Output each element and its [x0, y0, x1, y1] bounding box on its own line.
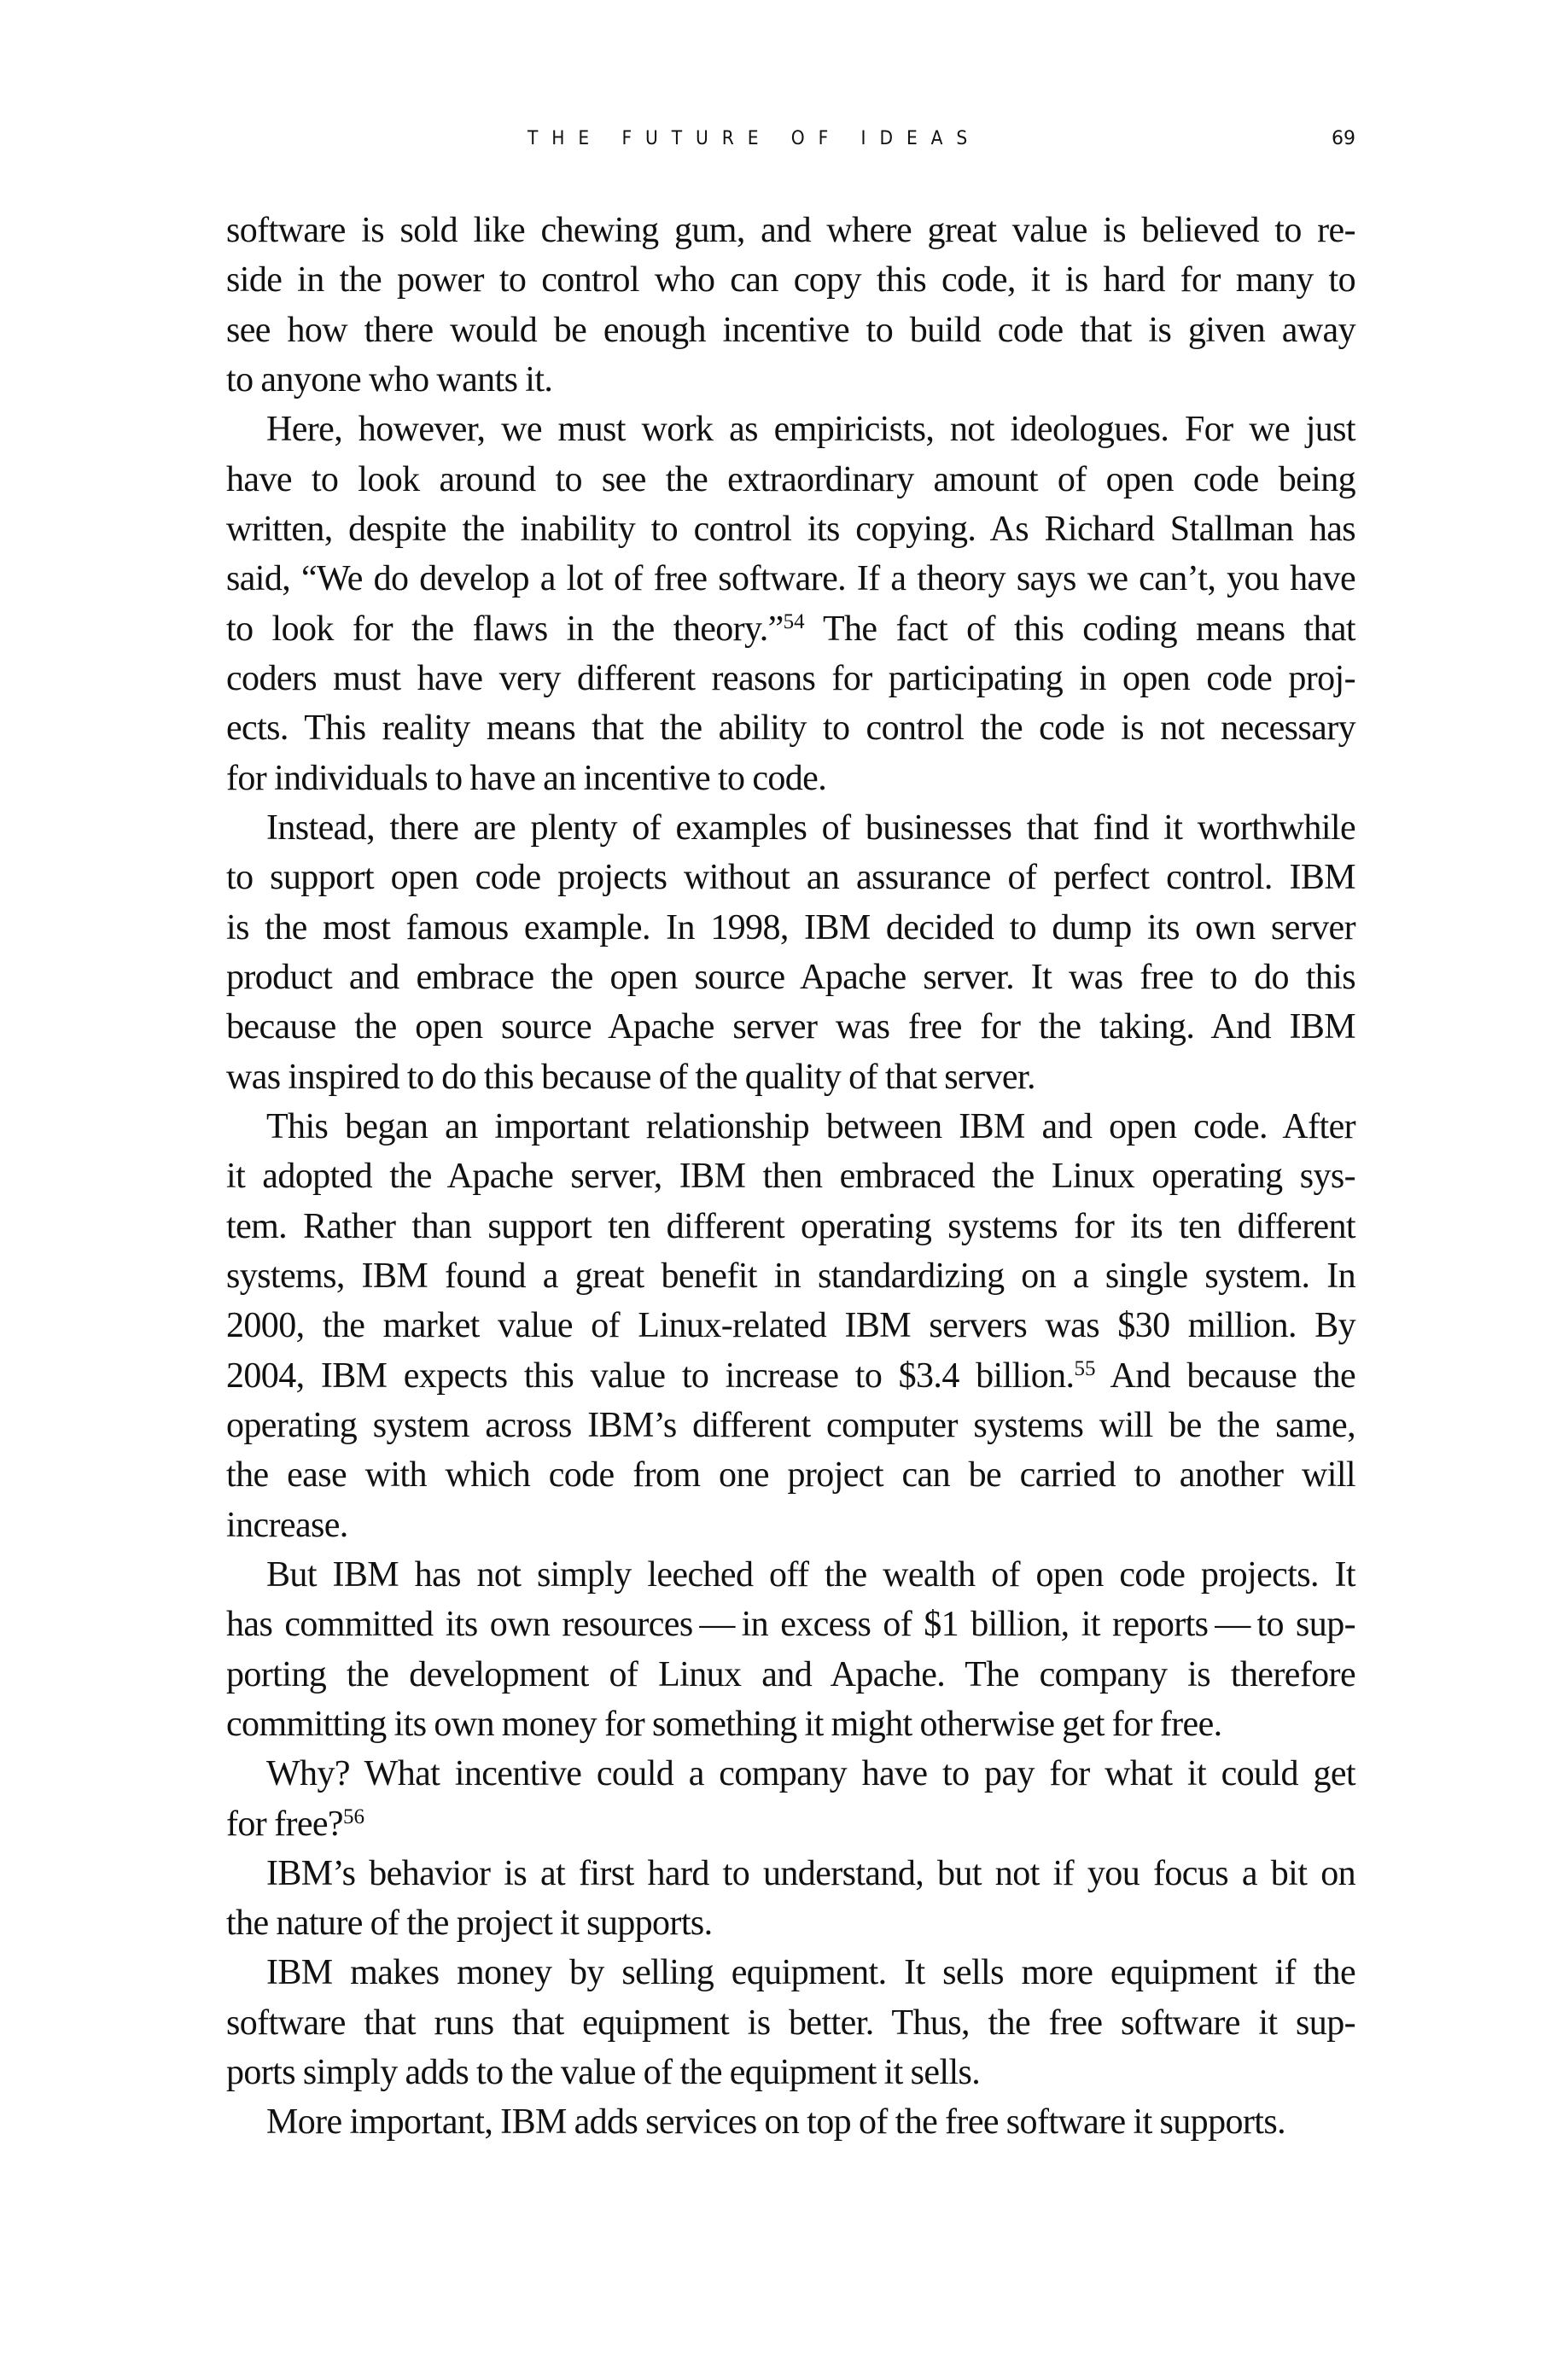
line-text: to anyone who wants it.: [226, 359, 553, 399]
line-text: IBM makes money by selling equipment. It sells more equipment if the: [266, 1953, 1355, 1993]
paragraph: [226, 1102, 1355, 1550]
text-line: [226, 604, 1355, 654]
text-line: [226, 405, 1355, 454]
text-line: [226, 1898, 1355, 1948]
line-text: systems, IBM found a great benefit in standardizing on a single system. In: [226, 1256, 1355, 1296]
line-text: see how there would be enough incentive to build code that is given away: [226, 310, 1355, 350]
line-text: has committed its own resources — in excess of $1 billion, it reports — to sup-: [226, 1605, 1355, 1645]
text-line: [226, 853, 1355, 902]
line-text: More important, IBM adds services on top of the free software it supports.: [266, 2102, 1285, 2143]
text-line: [226, 2048, 1355, 2097]
text-line: [226, 1351, 1355, 1401]
line-text: written, despite the inability to control its copying. As Richard Stallman has: [226, 509, 1355, 549]
text-line: [226, 455, 1355, 504]
footnote-reference[interactable]: 55: [1074, 1356, 1096, 1380]
paragraph: [226, 2097, 1355, 2147]
line-text: for individuals to have an incentive to code.: [226, 758, 827, 798]
text-line: [226, 754, 1355, 803]
text-line: [226, 255, 1355, 305]
line-text: 2000, the market value of Linux-related IBM servers was $30 million. By: [226, 1306, 1355, 1346]
text-line: [226, 1550, 1355, 1600]
text-line: [226, 504, 1355, 554]
body-text: [226, 206, 1355, 2148]
text-line: [226, 1251, 1355, 1301]
text-line: [226, 903, 1355, 953]
text-line: [226, 306, 1355, 355]
paragraph: [226, 1849, 1355, 1949]
line-text: have to look around to see the extraordinary amount of open code being: [226, 459, 1355, 499]
paragraph: [226, 1948, 1355, 2097]
text-line: [226, 1002, 1355, 1052]
text-line: [226, 1948, 1355, 1997]
line-text: ects. This reality means that the ability to control the code is not necessary: [226, 708, 1355, 749]
paragraph: [226, 206, 1355, 405]
line-text: said, “We do develop a lot of free software. If a theory says we can’t, you have: [226, 559, 1355, 599]
text-line: [226, 1700, 1355, 1749]
footnote-reference[interactable]: 56: [342, 1805, 364, 1828]
line-text: This began an important relationship between IBM and open code. After: [266, 1106, 1355, 1146]
paragraph: [226, 1749, 1355, 1849]
line-text: for free?: [226, 1804, 343, 1844]
text-line: [226, 1799, 1355, 1849]
text-line: [226, 1401, 1355, 1450]
line-text: Why? What incentive could a company have to pay for what it could get: [266, 1754, 1355, 1794]
line-text: IBM’s behavior is at first hard to understand, but not if you focus a bit on: [266, 1853, 1355, 1893]
text-line: [226, 2097, 1355, 2147]
paragraph: [226, 803, 1355, 1102]
text-line: [226, 1102, 1355, 1152]
text-line: [226, 1152, 1355, 1201]
text-line: [226, 554, 1355, 603]
footnote-reference[interactable]: 54: [783, 609, 805, 633]
text-line: [226, 1301, 1355, 1350]
page-number: 69: [1332, 128, 1355, 149]
line-text: coders must have very different reasons for participating in open code proj-: [226, 658, 1355, 698]
line-text-continued: And because the: [1095, 1356, 1355, 1396]
text-line: [226, 1450, 1355, 1500]
line-text: 2004, IBM expects this value to increase to $3.4 billion.: [226, 1356, 1075, 1396]
text-line: [226, 703, 1355, 753]
line-text: to support open code projects without an assurance of perfect control. IBM: [226, 858, 1355, 898]
text-line: [226, 1202, 1355, 1251]
text-line: [226, 803, 1355, 853]
line-text: it adopted the Apache server, IBM then embraced the Linux operating sys-: [226, 1157, 1355, 1197]
text-line: [226, 206, 1355, 255]
line-text: tem. Rather than support ten different operating systems for its ten different: [226, 1206, 1355, 1246]
line-text: is the most famous example. In 1998, IBM decided to dump its own server: [226, 907, 1355, 947]
line-text: Instead, there are plenty of examples of businesses that find it worthwhile: [266, 808, 1355, 848]
text-line: [226, 1600, 1355, 1649]
running-head-title: THE FUTURE OF IDEAS: [528, 128, 982, 149]
text-line: [226, 1849, 1355, 1898]
paragraph: [226, 405, 1355, 803]
line-text: But IBM has not simply leeched off the wealth of open code projects. It: [266, 1554, 1355, 1595]
paragraph: [226, 1550, 1355, 1749]
text-line: [226, 654, 1355, 703]
line-text: the nature of the project it supports.: [226, 1904, 713, 1944]
line-text: product and embrace the open source Apache server. It was free to do this: [226, 957, 1355, 997]
text-line: [226, 1998, 1355, 2048]
text-line: [226, 1501, 1355, 1550]
line-text: increase.: [226, 1505, 348, 1545]
text-line: [226, 1650, 1355, 1700]
line-text: because the open source Apache server was free for the taking. And IBM: [226, 1007, 1355, 1047]
line-text: side in the power to control who can copy this code, it is hard for many to: [226, 260, 1355, 300]
text-line: [226, 1052, 1355, 1102]
text-line: [226, 355, 1355, 405]
line-text: committing its own money for something it might otherwise get for free.: [226, 1704, 1222, 1744]
line-text: was inspired to do this because of the quality of that server.: [226, 1057, 1035, 1097]
line-text: software is sold like chewing gum, and where great value is believed to re-: [226, 211, 1355, 250]
text-line: [226, 1749, 1355, 1799]
line-text: Here, however, we must work as empiricists, not ideologues. For we just: [266, 410, 1355, 450]
text-line: [226, 953, 1355, 1002]
line-text: the ease with which code from one project can be carried to another will: [226, 1455, 1355, 1496]
line-text: ports simply adds to the value of the equipment it sells.: [226, 2053, 981, 2093]
line-text: porting the development of Linux and Apache. The company is therefore: [226, 1654, 1355, 1694]
line-text: operating system across IBM’s different computer systems will be the same,: [226, 1405, 1355, 1445]
line-text: to look for the flaws in the theory.”: [226, 609, 784, 649]
line-text-continued: The fact of this coding means that: [804, 609, 1355, 649]
line-text: software that runs that equipment is better. Thus, the free software it sup-: [226, 2003, 1355, 2043]
